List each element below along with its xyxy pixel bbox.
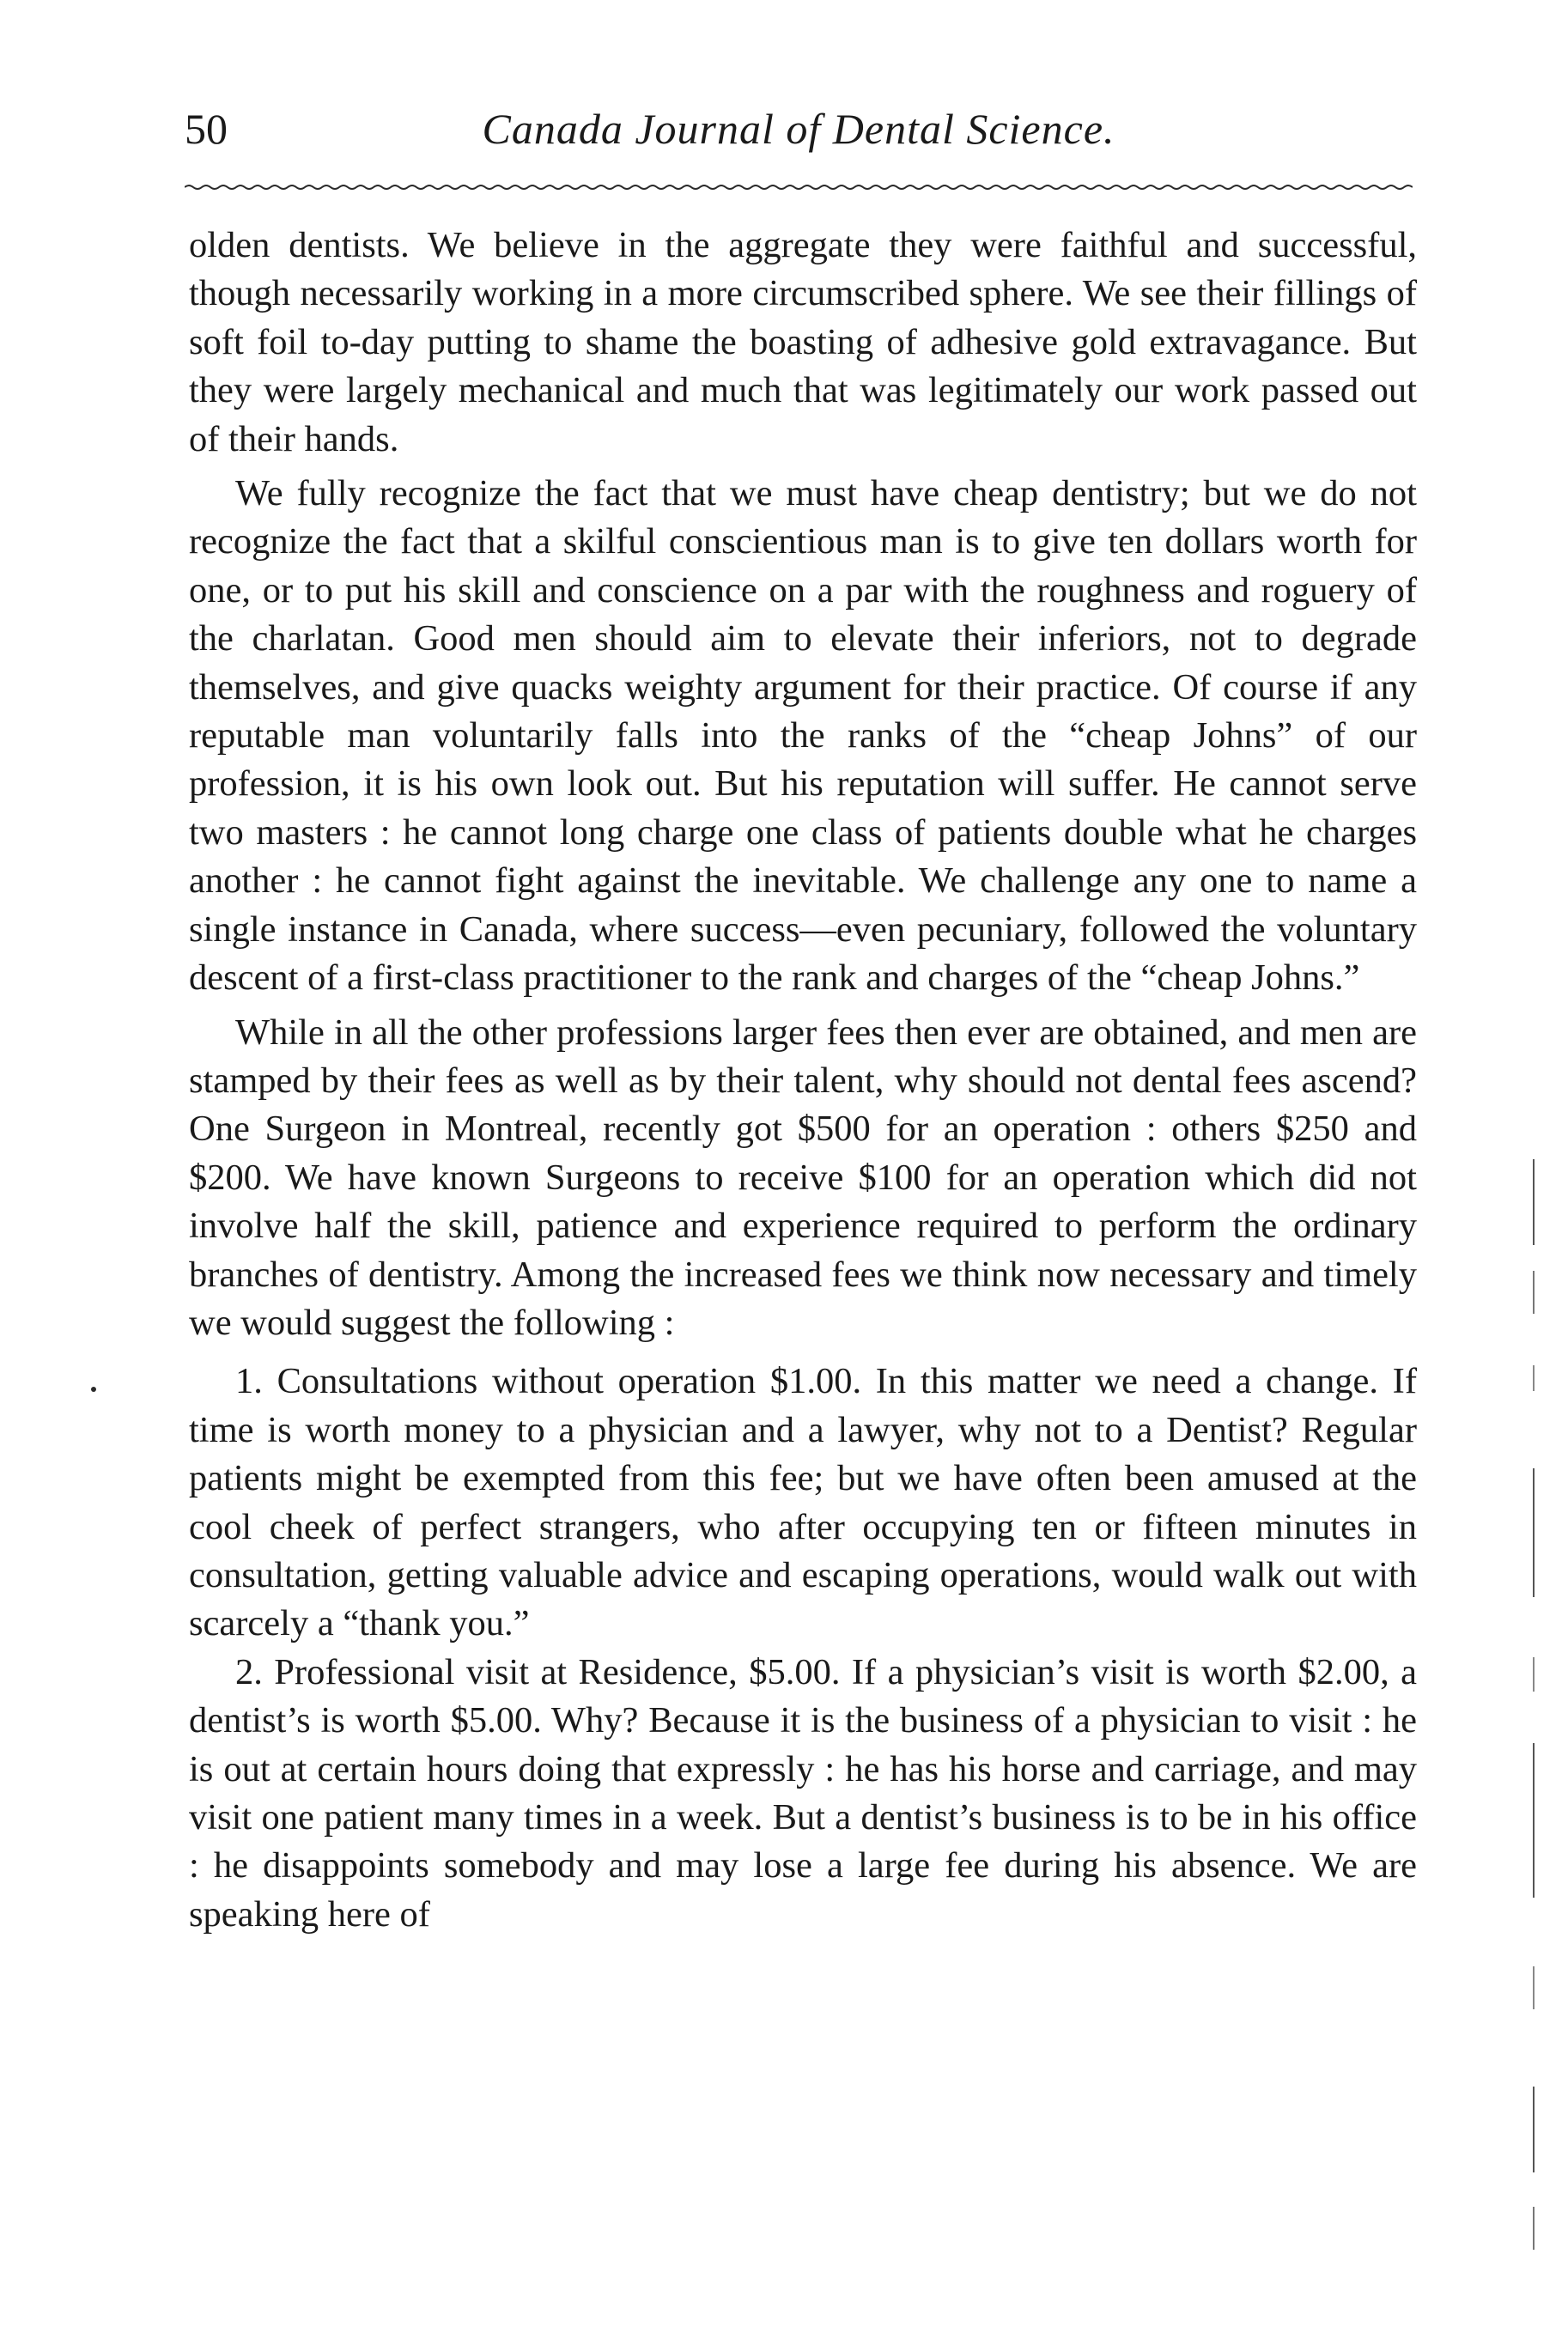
paragraph-3: While in all the other professions larger fees then ever are obtained, and men are stamped by their fees as well as by their talent, why should not dental fees ascend? One Surgeon in Montreal, recently got $500 for an operation : others $250 and $200. We have known Surgeons to receive $100 for an operation which did not involve half the skill, patience and experience required to perform the ordinary branches of dentistry. Among the increased fees we think now necessary and timely we would suggest the following : <box>189 1012 1417 1343</box>
fee-item-professional-visit: 2. Professional visit at Residence, $5.00. If a physician’s visit is worth $2.00, a dentist’s is worth $5.00. Why? Because it is the business of a physician to visit : he is out at certain hours doing that expressly : he has his horse and carriage, and may visit one patient many times in a week. But a dentist’s business is to be in his office : he disappoints somebody and may lose a large fee during his absence. We are speaking here of <box>189 1651 1417 1935</box>
margin-scan-marks <box>1525 1142 1542 2284</box>
print-speck <box>91 1387 96 1392</box>
paragraph-1: olden dentists. We believe in the aggregate they were faithful and successful, though necessarily working in a more circumscribed sphere. We see their fillings of soft foil to-day putting to shame the boasting of adhesive gold extravagance. But they were largely mechanical and much that was legitimately our work passed out of their hands. <box>189 225 1417 459</box>
journal-title: Canada Journal of Dental Science. <box>482 105 1115 153</box>
paragraph-2: We fully recognize the fact that we must have cheap dentistry; but we do not recognize the fact that a skilful conscientious man is to give ten dollars worth for one, or to put his skill and conscience on a par with the roughness and roguery of the charlatan. Good men should aim to elevate their inferiors, not to degrade themselves, and give quacks weighty argument for their practice. Of course if any reputable man voluntarily falls into the ranks of the “cheap Johns” of our profession, it is his own look out. But his reputation will suffer. He cannot serve two masters : he cannot long charge one class of patients double what he charges another : he cannot fight against the inevitable. We challenge any one to name a single instance in Canada, where success—even pecuniary, followed the voluntary descent of a first-class practitioner to the rank and charges of the “cheap Johns.” <box>189 473 1417 999</box>
article-body <box>189 222 1417 1939</box>
header-rule <box>185 182 1413 192</box>
page-number: 50 <box>185 105 228 153</box>
running-header <box>185 103 1413 172</box>
fee-item-consultations: 1. Consultations without operation $1.00. In this matter we need a change. If time is worth money to a physician and a lawyer, why not to a Dentist? Regular patients might be exempted from this fee; but we have often been amused at the cool cheek of perfect strangers, who after occupying ten or fifteen minutes in consultation, getting valuable advice and escaping operations, would walk out with scarcely a “thank you.” <box>189 1361 1417 1644</box>
